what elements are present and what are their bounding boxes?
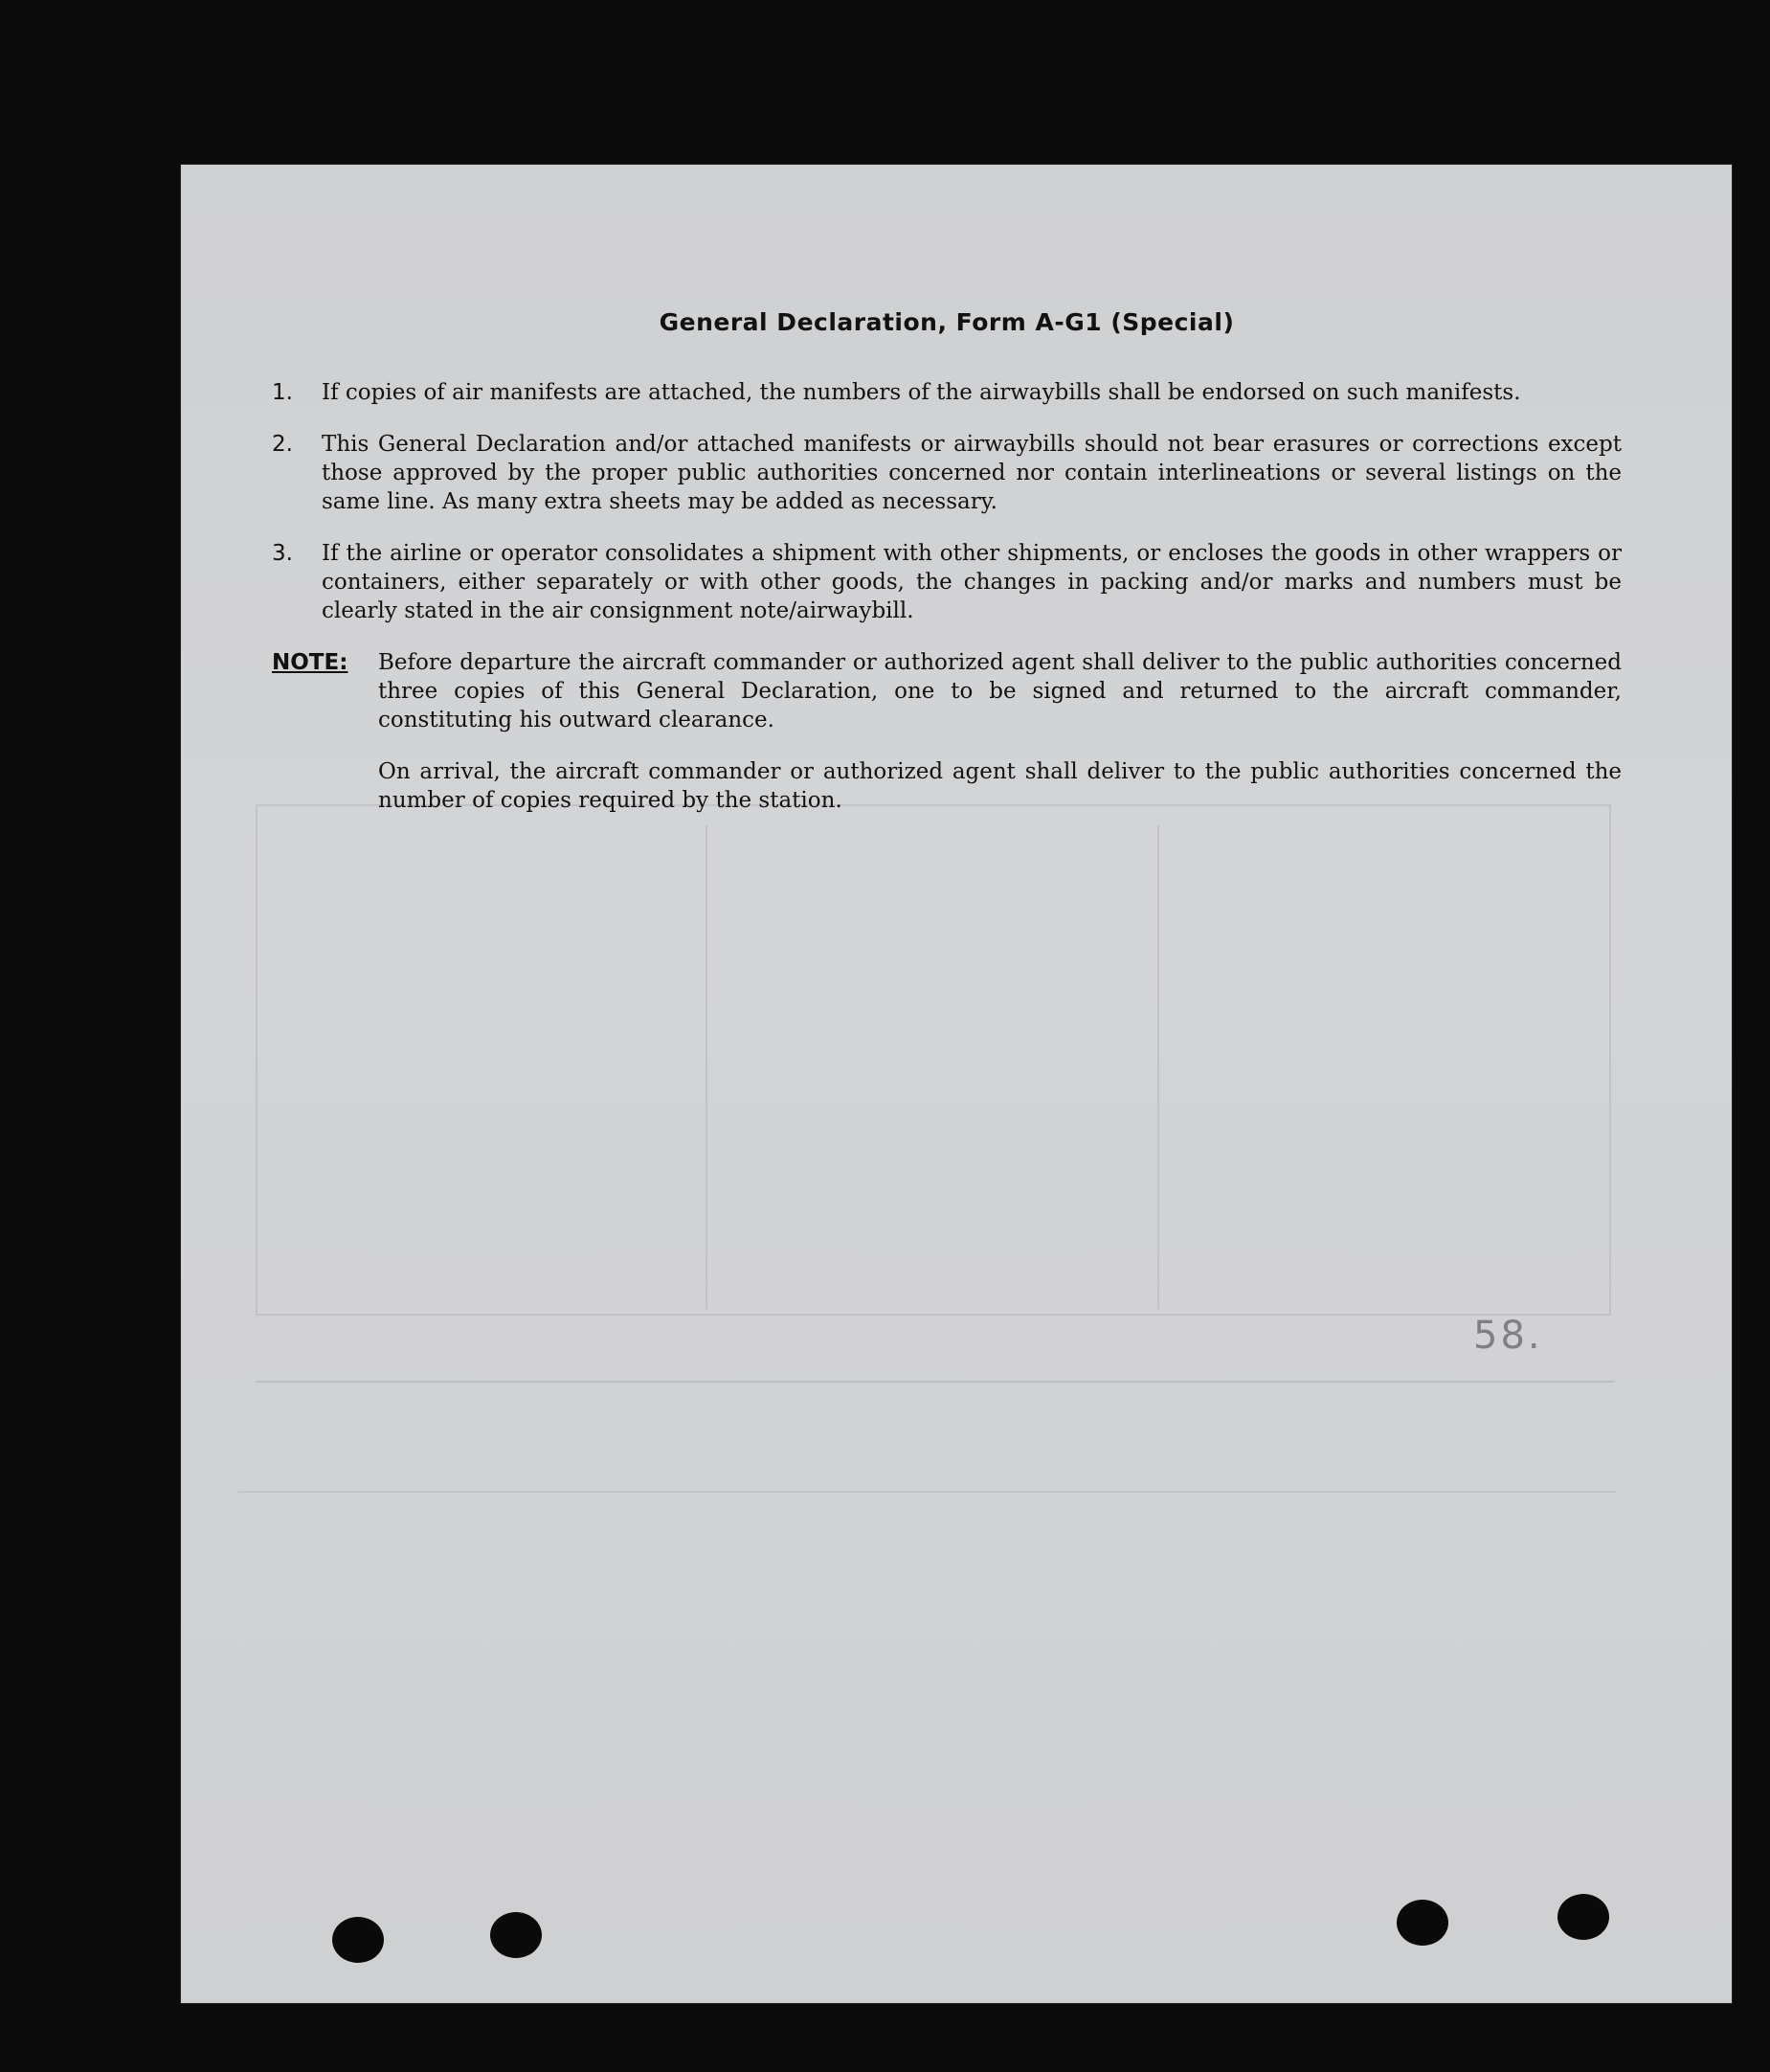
punch-hole — [1397, 1900, 1448, 1946]
page-number: 58. — [1473, 1314, 1543, 1358]
document-title: General Declaration, Form A-G1 (Special) — [659, 308, 1235, 336]
item-text: If the airline or operator consolidates a shipment with other shipments, or encloses the goods in other wrappers or containers, either separately or with other goods, the changes in packing and/or marks and numbers must be clearly stated in the air consignment note/airwaybill. — [322, 541, 1622, 623]
instruction-item — [272, 430, 1622, 516]
punch-hole — [490, 1912, 542, 1958]
note-paragraph: On arrival, the aircraft commander or authorized agent shall deliver to the public authorities concerned the number of copies required by the station. — [378, 759, 1622, 813]
item-number: 3. — [272, 541, 293, 566]
bleed-through-column — [706, 825, 1159, 1309]
bleed-through-rule — [238, 1491, 1617, 1493]
item-text: This General Declaration and/or attached manifests or airwaybills should not bear erasures or corrections except those approved by the proper public authorities concerned nor contain interlineations or several listings on the same line. As many extra sheets may be added as necessary. — [322, 432, 1622, 514]
note-label: NOTE: — [272, 650, 348, 675]
instruction-item — [272, 378, 1622, 407]
item-number: 1. — [272, 380, 293, 405]
declaration-instructions — [272, 308, 1622, 861]
item-text: If copies of air manifests are attached, the numbers of the airwaybills shall be endorsed on such manifests. — [322, 380, 1521, 405]
note-paragraph: Before departure the aircraft commander or authorized agent shall deliver to the public authorities concerned three copies of this General Declaration, one to be signed and returned to the aircraft commander, constituting his outward clearance. — [378, 650, 1622, 732]
item-number: 2. — [272, 432, 293, 457]
punch-hole — [1557, 1894, 1609, 1940]
instruction-item — [272, 539, 1622, 625]
punch-hole — [332, 1917, 384, 1963]
note-body — [378, 648, 1622, 838]
note-section — [272, 648, 1622, 838]
bleed-through-rule — [256, 1381, 1615, 1383]
document-page — [181, 165, 1732, 2003]
